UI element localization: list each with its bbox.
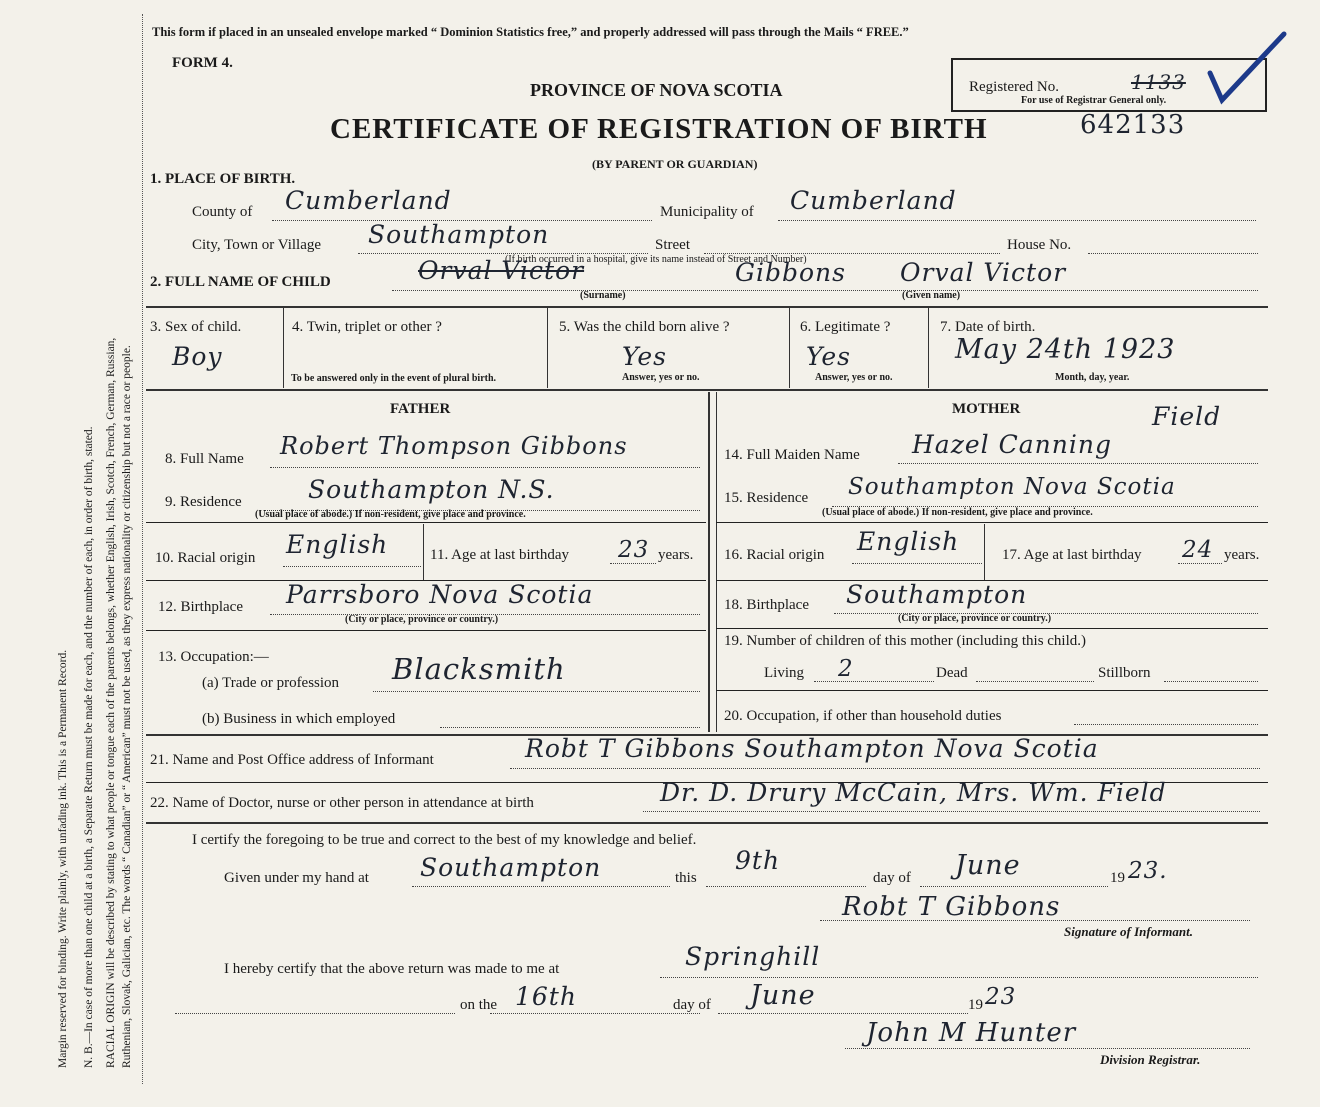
- registered-label: Registered No.: [969, 79, 1059, 95]
- day-value: 9th: [735, 846, 781, 875]
- informant-signature-caption: Signature of Informant.: [1064, 924, 1193, 939]
- father-trade-value: Blacksmith: [392, 652, 566, 686]
- sex-label: 3. Sex of child.: [150, 319, 242, 335]
- child-name-struck: Orval Victor: [418, 256, 585, 285]
- father-name-line: [270, 467, 700, 468]
- divider-2: [146, 389, 1268, 391]
- col-divider-b: [547, 308, 548, 388]
- child-name-line: [392, 290, 1258, 291]
- on-the-label: on the: [460, 997, 498, 1013]
- divider-5: [146, 822, 1268, 824]
- mother-divider-1: [716, 522, 1268, 523]
- divider-1: [146, 306, 1268, 308]
- registrar-place-value: Springhill: [685, 942, 821, 971]
- informant-line: [510, 768, 1260, 769]
- year-prefix: 19: [1110, 870, 1125, 886]
- registrar-only-note: For use of Registrar General only.: [1021, 95, 1167, 106]
- margin-note-1: Margin reserved for binding. Write plainly, with unfading ink. This is a Permanent Record.: [57, 649, 69, 1068]
- mother-occupation-label: 20. Occupation, if other than household duties: [724, 708, 1002, 724]
- father-birthplace-value: Parrsboro Nova Scotia: [286, 580, 594, 609]
- mother-name-value: Hazel Canning: [912, 430, 1112, 459]
- registrar-year-prefix: 19: [968, 997, 983, 1013]
- child-name-label: 2. FULL NAME OF CHILD: [150, 274, 331, 290]
- dob-note: Month, day, year.: [1055, 372, 1130, 383]
- registrar-year-value: 23: [985, 984, 1017, 1010]
- mother-race-line: [852, 563, 982, 564]
- father-heading: FATHER: [390, 401, 451, 417]
- county-value: Cumberland: [285, 186, 452, 215]
- informant-label: 21. Name and Post Office address of Informant: [150, 752, 434, 768]
- registrar-day-of-label: day of: [673, 997, 711, 1013]
- mother-race-sep: [984, 524, 985, 580]
- father-trade-label: (a) Trade or profession: [202, 675, 340, 691]
- father-age-label: 11. Age at last birthday: [430, 547, 569, 563]
- father-residence-value: Southampton N.S.: [308, 475, 555, 504]
- margin-note-2: N. B.—In case of more than one child at a birth, a Separate Return must be made for each, and the number of each, in order of birth, stated.: [83, 426, 95, 1068]
- registered-number: 1133: [1131, 70, 1186, 94]
- mother-age-value: 24: [1182, 537, 1214, 563]
- father-business-label: (b) Business in which employed: [202, 711, 396, 727]
- this-label: this: [675, 870, 697, 886]
- certificate-number: 642133: [1080, 110, 1186, 140]
- month-line: [920, 886, 1108, 887]
- mother-residence-label: 15. Residence: [724, 490, 809, 506]
- doctor-label: 22. Name of Doctor, nurse or other person in attendance at birth: [150, 795, 534, 811]
- margin-divider: [142, 14, 143, 1084]
- year-value: 23.: [1128, 858, 1168, 884]
- mother-divider-4: [716, 690, 1268, 691]
- county-label: County of: [192, 204, 253, 220]
- hospital-note: (If birth occurred in a hospital, give its name instead of Street and Number): [505, 254, 807, 265]
- house-line: [1088, 253, 1258, 254]
- col-divider-d: [928, 308, 929, 388]
- living-value: 2: [838, 656, 854, 682]
- legitimate-label: 6. Legitimate ?: [800, 319, 891, 335]
- father-race-label: 10. Racial origin: [155, 550, 256, 566]
- mother-years-label: years.: [1224, 547, 1260, 563]
- form-number: FORM 4.: [172, 55, 233, 71]
- father-business-line: [440, 727, 700, 728]
- twin-note: To be answered only in the event of plural birth.: [291, 373, 497, 384]
- alive-value: Yes: [622, 342, 667, 371]
- registrar-day-line: [490, 1013, 700, 1014]
- mother-residence-value: Southampton Nova Scotia: [848, 474, 1176, 500]
- registrar-signature-caption: Division Registrar.: [1100, 1052, 1201, 1067]
- living-label: Living: [764, 665, 804, 681]
- informant-signature: Robt T Gibbons: [842, 892, 1061, 922]
- informant-signature-line: [820, 920, 1250, 921]
- mother-divider-3: [716, 628, 1268, 629]
- stillborn-line: [1164, 681, 1258, 682]
- father-race-line: [283, 566, 421, 567]
- child-surname: Gibbons: [735, 258, 846, 287]
- doctor-value: Dr. D. Drury McCain, Mrs. Wm. Field: [660, 778, 1167, 807]
- certificate-title: CERTIFICATE OF REGISTRATION OF BIRTH: [330, 113, 988, 145]
- mother-name-line: [898, 463, 1258, 464]
- father-divider-1: [146, 522, 706, 523]
- living-line: [814, 681, 934, 682]
- given-under-label: Given under my hand at: [224, 870, 369, 886]
- day-line: [706, 886, 866, 887]
- mother-birthplace-label: 18. Birthplace: [724, 597, 809, 613]
- father-occupation-label: 13. Occupation:—: [158, 649, 269, 665]
- city-label: City, Town or Village: [192, 237, 322, 253]
- surname-caption: (Surname): [580, 290, 626, 301]
- municipality-value: Cumberland: [790, 186, 957, 215]
- mother-age-label: 17. Age at last birthday: [1002, 547, 1142, 563]
- mother-name-extra: Field: [1152, 402, 1222, 431]
- child-given-name: Orval Victor: [900, 258, 1067, 287]
- dead-label: Dead: [936, 665, 968, 681]
- mother-birthplace-value: Southampton: [846, 580, 1028, 609]
- given-place-value: Southampton: [420, 853, 602, 882]
- legitimate-value: Yes: [806, 342, 851, 371]
- stillborn-label: Stillborn: [1098, 665, 1151, 681]
- registrar-month-value: June: [750, 980, 816, 1011]
- checkmark-icon: [1200, 28, 1290, 108]
- city-value: Southampton: [368, 220, 550, 249]
- legitimate-note: Answer, yes or no.: [815, 372, 893, 383]
- father-birthplace-label: 12. Birthplace: [158, 599, 243, 615]
- father-divider-3: [146, 630, 706, 631]
- father-name-value: Robert Thompson Gibbons: [280, 432, 628, 460]
- alive-label: 5. Was the child born alive ?: [559, 319, 730, 335]
- day-of-label: day of: [873, 870, 911, 886]
- province-heading: PROVINCE OF NOVA SCOTIA: [530, 80, 783, 100]
- month-value: June: [955, 850, 1021, 881]
- street-label: Street: [655, 237, 690, 253]
- sex-value: Boy: [172, 342, 223, 371]
- children-count-label: 19. Number of children of this mother (including this child.): [724, 633, 1087, 649]
- registrar-return-label: I hereby certify that the above return was made to me at: [224, 961, 560, 977]
- col-divider-a: [283, 308, 284, 388]
- dob-value: May 24th 1923: [955, 334, 1176, 365]
- margin-note-3: RACIAL ORIGIN will be described by stating to what people or tongue each of the parents belongs, whether English, Irish, Scotch, French, German, Russian,: [105, 337, 117, 1068]
- informant-value: Robt T Gibbons Southampton Nova Scotia: [525, 734, 1099, 763]
- father-age-line: [610, 563, 656, 564]
- dead-line: [976, 681, 1094, 682]
- center-divider-2: [716, 392, 717, 732]
- mother-birthplace-note: (City or place, province or country.): [898, 613, 1052, 624]
- margin-note-4: Ruthenian, Slovak, Galician, etc. The words “ Canadian” or “ American” must not be used, as they express nationality or citizenship but not a race or people.: [121, 345, 133, 1068]
- col-divider-c: [789, 308, 790, 388]
- father-trade-line: [373, 691, 700, 692]
- father-name-label: 8. Full Name: [165, 451, 244, 467]
- mail-notice: This form if placed in an unsealed envelope marked “ Dominion Statistics free,” and properly addressed will pass through the Mails “ FREE.”: [152, 25, 909, 39]
- mother-race-label: 16. Racial origin: [724, 547, 825, 563]
- mother-heading: MOTHER: [952, 401, 1021, 417]
- father-years-label: years.: [658, 547, 694, 563]
- doctor-line: [643, 811, 1260, 812]
- registrar-lead-line: [175, 1013, 455, 1014]
- mother-name-label: 14. Full Maiden Name: [724, 447, 860, 463]
- given-name-caption: (Given name): [902, 290, 961, 301]
- father-residence-label: 9. Residence: [165, 494, 242, 510]
- registrar-day-value: 16th: [515, 982, 577, 1011]
- center-divider: [708, 392, 710, 732]
- mother-occupation-line: [1074, 724, 1258, 725]
- registrar-signature: John M Hunter: [866, 1018, 1077, 1048]
- municipality-line: [778, 220, 1256, 221]
- alive-note: Answer, yes or no.: [622, 372, 700, 383]
- certificate-subtitle: (BY PARENT OR GUARDIAN): [592, 157, 758, 171]
- dob-label: 7. Date of birth.: [940, 319, 1036, 335]
- registrar-signature-line: [845, 1048, 1250, 1049]
- mother-residence-note: (Usual place of abode.) If non-resident, give place and province.: [822, 507, 1093, 518]
- mother-age-line: [1178, 563, 1222, 564]
- father-age-value: 23: [618, 537, 650, 563]
- twin-label: 4. Twin, triplet or other ?: [292, 319, 442, 335]
- father-birthplace-note: (City or place, province or country.): [345, 614, 499, 625]
- mother-race-value: English: [857, 527, 960, 556]
- municipality-label: Municipality of: [660, 204, 754, 220]
- house-label: House No.: [1007, 237, 1072, 253]
- registrar-place-line: [660, 977, 1258, 978]
- father-race-sep: [423, 524, 424, 580]
- place-heading: 1. PLACE OF BIRTH.: [150, 171, 296, 187]
- father-residence-note: (Usual place of abode.) If non-resident, give place and province.: [255, 509, 526, 520]
- certify-line: I certify the foregoing to be true and correct to the best of my knowledge and belief.: [192, 832, 697, 848]
- registrar-month-line: [718, 1013, 968, 1014]
- father-race-value: English: [286, 530, 389, 559]
- given-place-line: [412, 886, 670, 887]
